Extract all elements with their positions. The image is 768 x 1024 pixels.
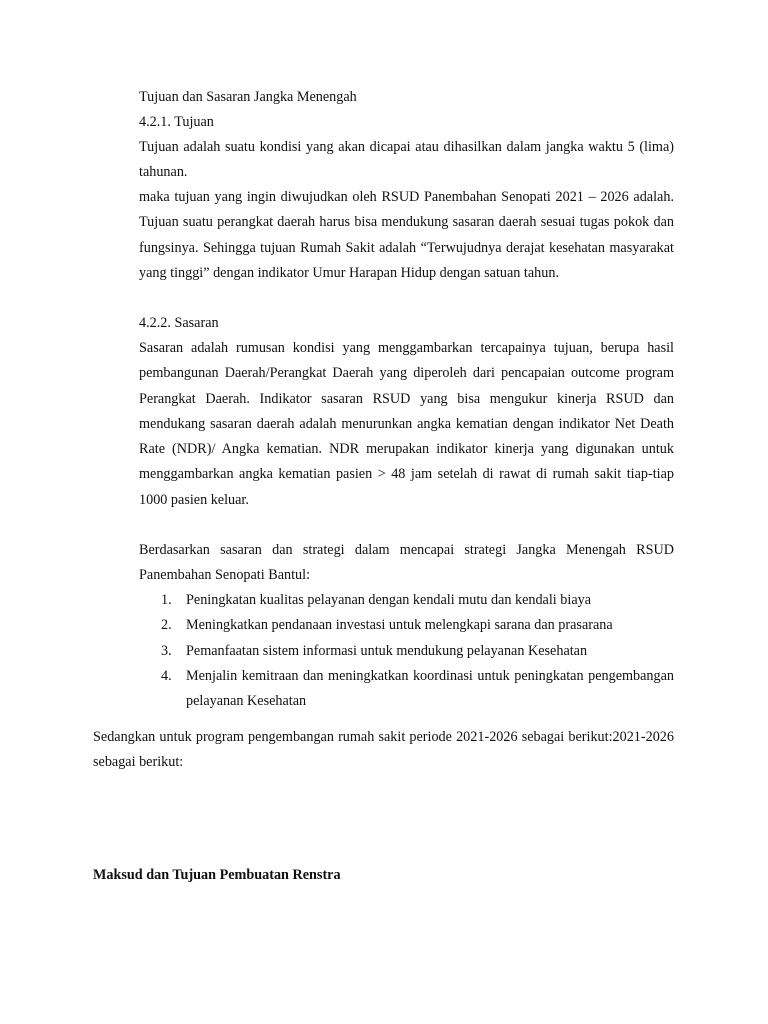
tujuan-paragraph: maka tujuan yang ingin diwujudkan oleh RSUD Panembahan Senopati 2021 – 2026 adalah. Tujuan suatu perangkat daerah harus bisa mendukung sasaran daerah sesuai tugas pokok dan fungsinya. Sehingga tujuan Rumah Sakit adalah “Terwujudnya derajat kesehatan masyarakat yang tinggi” dengan indikator Umur Harapan Hidup dengan satuan tahun. bbox=[139, 189, 674, 281]
list-item bbox=[139, 613, 674, 638]
list-item bbox=[139, 639, 674, 664]
list-item-number: 1. bbox=[161, 592, 172, 608]
list-item-text: Pemanfaatan sistem informasi untuk mendukung pelayanan Kesehatan bbox=[186, 642, 588, 659]
list-item-number: 4. bbox=[161, 667, 172, 684]
tujuan-definition: Tujuan adalah suatu kondisi yang akan dicapai atau dihasilkan dalam jangka waktu 5 (lima) tahunan. bbox=[139, 139, 674, 181]
sasaran-paragraph: Sasaran adalah rumusan kondisi yang menggambarkan tercapainya tujuan, berupa hasil pembangunan Daerah/Perangkat Daerah yang diperoleh dari pencapaian outcome program Perangkat Daerah. Indikator sasaran RSUD yang bisa mengukur kinerja RSUD dan mendukang sasaran daerah adalah menurunkan angka kematian dengan indikator Net Death Rate (NDR)/ Angka kematian. NDR merupakan indikator kinerja yang digunakan untuk menggambarkan angka kematian pasien > 48 jam setelah di rawat di rumah sakit tiap-tiap 1000 pasien keluar. bbox=[139, 340, 674, 508]
program-paragraph: Sedangkan untuk program pengembangan rumah sakit periode 2021-2026 sebagai berikut:2021-2026 sebagai berikut: bbox=[93, 729, 674, 771]
sasaran-heading: 4.2.2. Sasaran bbox=[139, 315, 219, 331]
list-item-text: Menjalin kemitraan dan meningkatkan koordinasi untuk peningkatan pengembangan pelayanan Kesehatan bbox=[186, 667, 674, 710]
section-title: Tujuan dan Sasaran Jangka Menengah bbox=[139, 89, 357, 105]
list-item bbox=[139, 588, 674, 613]
maksud-heading: Maksud dan Tujuan Pembuatan Renstra bbox=[93, 867, 341, 883]
list-item-text: Peningkatan kualitas pelayanan dengan kendali mutu dan kendali biaya bbox=[186, 592, 592, 608]
strategi-intro: Berdasarkan sasaran dan strategi dalam mencapai strategi Jangka Menengah RSUD Panembahan Senopati Bantul: bbox=[139, 542, 674, 584]
list-item-number: 3. bbox=[161, 642, 172, 659]
list-item bbox=[139, 664, 674, 715]
list-item-number: 2. bbox=[161, 617, 172, 634]
list-item-text: Meningkatkan pendanaan investasi untuk melengkapi sarana dan prasarana bbox=[186, 617, 613, 634]
strategi-list bbox=[139, 588, 674, 714]
tujuan-heading: 4.2.1. Tujuan bbox=[139, 114, 214, 130]
